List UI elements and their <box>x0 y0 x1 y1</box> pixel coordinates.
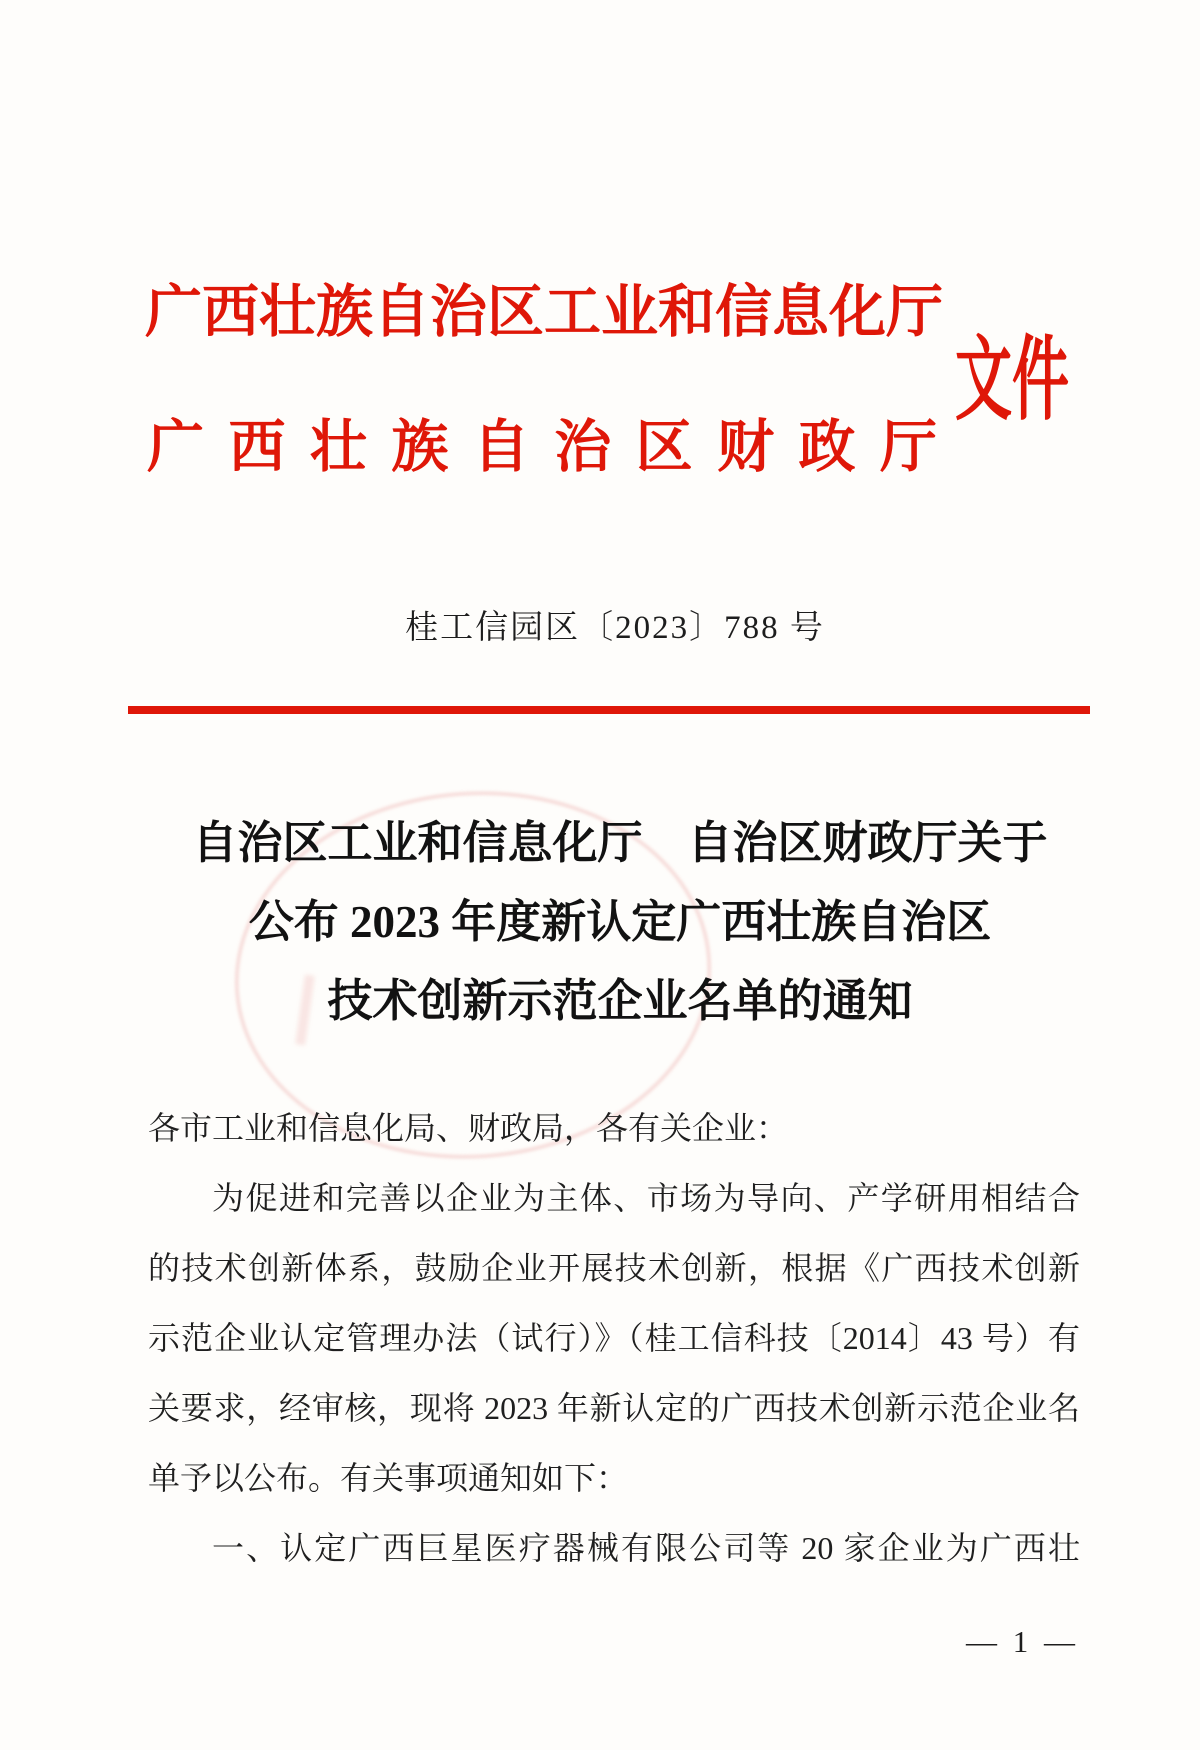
letterhead-agency-line-2: 广西壮族自治区财政厅 <box>147 416 937 479</box>
body-line: 关要求，经审核，现将 2023 年新认定的广西技术创新示范企业名 <box>148 1390 1080 1426</box>
document-title <box>40 804 1200 1041</box>
body-line: 示范企业认定管理办法（试行）》（桂工信科技〔2014〕43 号）有 <box>148 1320 1080 1356</box>
body-line: 为促进和完善以企业为主体、市场为导向、产学研用相结合 <box>212 1180 1080 1216</box>
page-number: — 1 — <box>966 1624 1079 1659</box>
body-line: 单予以公布。有关事项通知如下： <box>148 1460 629 1496</box>
document-title-line-3: 技术创新示范企业名单的通知 <box>327 976 913 1026</box>
red-separator-line <box>128 706 1090 714</box>
letterhead-agency-line-1: 广西壮族自治区工业和信息化厅 <box>145 281 943 344</box>
body-line: 的技术创新体系，鼓励企业开展技术创新，根据《广西技术创新 <box>148 1250 1080 1286</box>
document-title-line-2: 公布 2023 年度新认定广西壮族自治区 <box>248 897 992 947</box>
body-line-salutation: 各市工业和信息化局、财政局，各有关企业： <box>148 1110 789 1146</box>
document-title-line-1: 自治区工业和信息化厅 自治区财政厅关于 <box>192 818 1048 868</box>
document-body <box>148 1093 1080 1583</box>
document-reference-number: 桂工信园区〔2023〕788 号 <box>405 610 825 646</box>
body-line-item-one: 一、认定广西巨星医疗器械有限公司等 20 家企业为广西壮 <box>212 1530 1080 1566</box>
letterhead-doc-type-label: 文件 <box>955 331 1069 432</box>
